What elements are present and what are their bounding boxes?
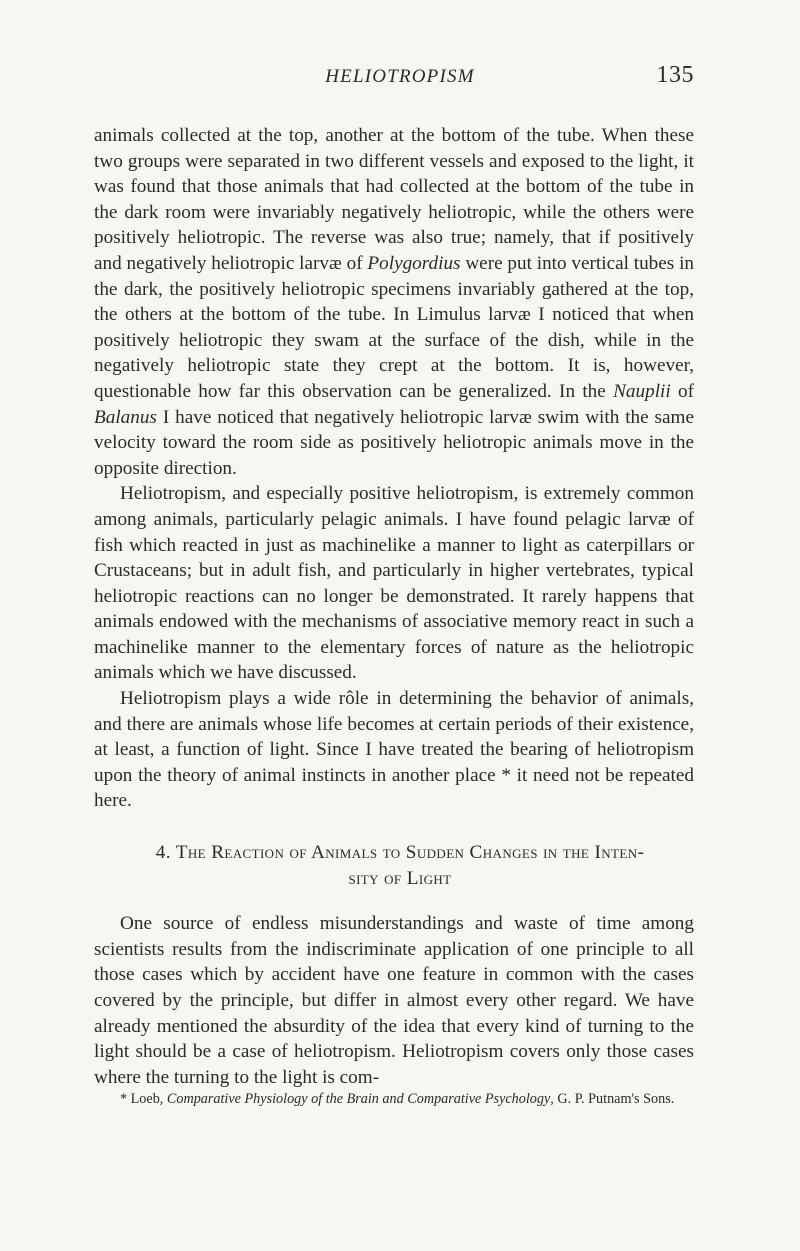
paragraph-3: Heliotropism plays a wide rôle in determining the behavior of animals, and there are animals whose life becomes at certain periods of their existence, at least, a function of light. Since I have treated the bearing of heliotropism upon the theory of animal instincts in another place * it need not be repeated here. (94, 688, 694, 812)
footnote-lead: * Loeb, (120, 1091, 167, 1108)
term-nauplii: Nauplii (613, 380, 671, 402)
running-head-title: HELIOTROPISM (325, 66, 475, 87)
page-number: 135 (656, 62, 694, 88)
paragraph-1-text-c: of (670, 380, 695, 402)
section-heading (94, 840, 694, 891)
footnote-book-title: Comparative Physiology of the Brain and Comparative Psychology (166, 1091, 551, 1108)
section-heading-line-2: sity of Light (348, 867, 452, 889)
paragraph-1-text-b: were put into vertical tubes in the dark, the positively heliotropic specimens invariably gathered at the top, the others at the bottom of the tube. In Limulus larvæ I noticed that when positively heliotropic they swam at the surface of the dish, while in the negatively heliotropic state they crept at the bottom. It is, however, questionable how far this observation can be generalized. In the (94, 252, 694, 402)
footnote (94, 1090, 694, 1108)
paragraph-1-text-d: I have noticed that negatively heliotropic larvæ swim with the same velocity toward the room side as positively heliotropic animals move in the opposite direction. (94, 406, 694, 479)
paragraph-1 (94, 123, 694, 481)
section-heading-line-1: 4. The Reaction of Animals to Sudden Changes in the Inten- (155, 842, 645, 864)
paragraph-1-text-a: animals collected at the top, another at the bottom of the tube. When these two groups were separated in two different vessels and exposed to the light, it was found that those animals that had collected at the bottom of the tube in the dark room were invariably negatively heliotropic, while the others were positively heliotropic. The reverse was also true; namely, that if positively and negatively heliotropic larvæ of (94, 125, 694, 274)
species-name-balanus: Balanus (94, 406, 157, 428)
body-text (94, 123, 694, 1108)
running-head (0, 62, 800, 92)
paragraph-4: One source of endless misunderstandings and waste of time among scientists results from the indiscriminate application of one principle to all those cases which by accident have one feature in common with the cases covered by the principle, but differ in almost every other regard. We have already mentioned the absurdity of the idea that every kind of turning to the light should be a case of heliotropism. Heliotropism covers only those cases where the turning to the light is com- (94, 913, 694, 1088)
footnote-tail: , G. P. Putnam's Sons. (550, 1091, 675, 1108)
paragraph-2: Heliotropism, and especially positive heliotropism, is extremely common among animals, particularly pelagic animals. I have found pelagic larvæ of fish which reacted in just as machinelike a manner to light as caterpillars or Crustaceans; but in adult fish, and particularly in higher vertebrates, typical heliotropic reactions can no longer be demonstrated. It rarely happens that animals endowed with the mechanisms of associative memory react in such a machinelike manner to the elementary forces of nature as the heliotropic animals which we have discussed. (94, 483, 694, 684)
species-name-polygordius: Polygordius (367, 252, 461, 274)
